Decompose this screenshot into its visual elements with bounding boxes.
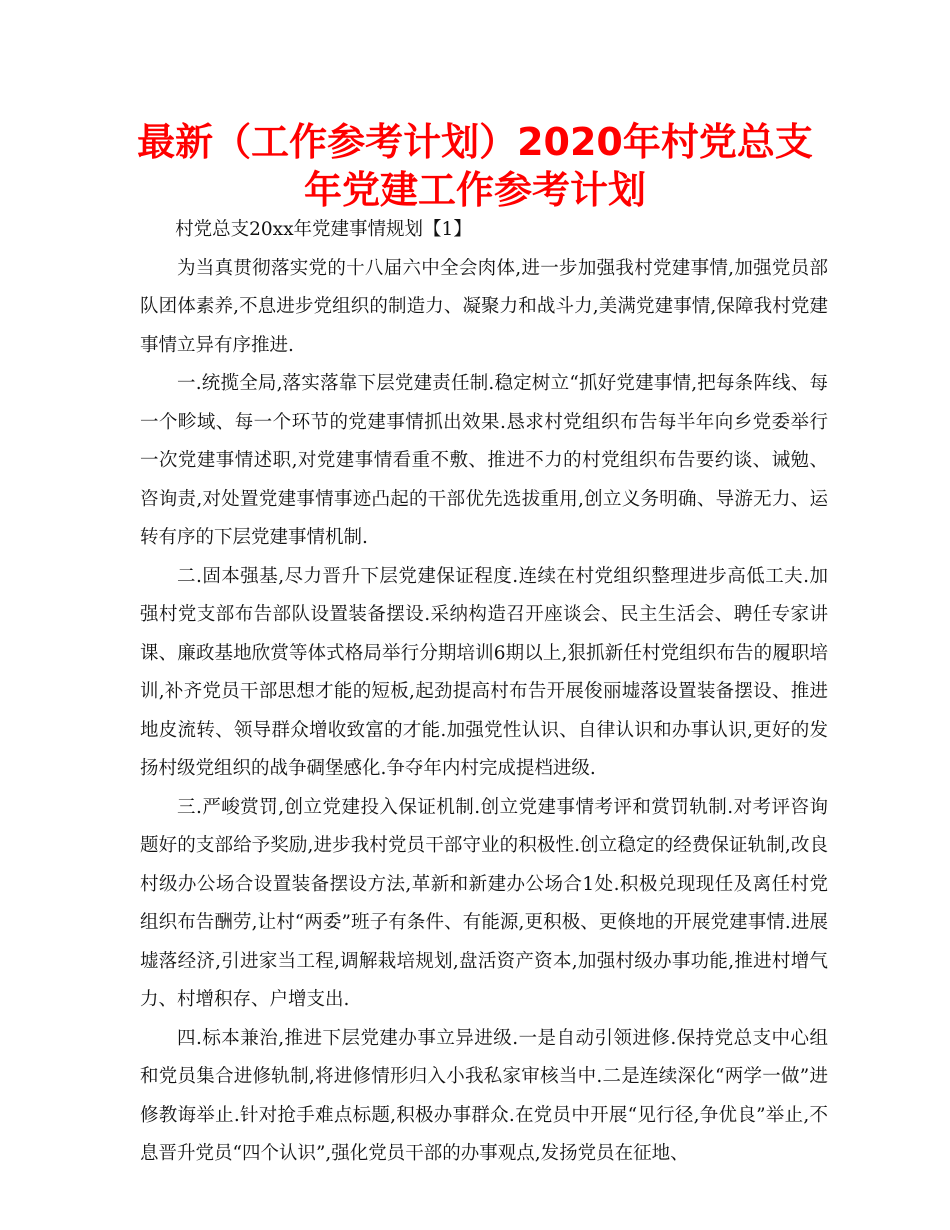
paragraph-intro: 为当真贯彻落实党的十八届六中全会肉体,进一步加强我村党建事情,加强党员部队团体素养,不息进步党组织的制造力、凝聚力和战斗力,美满党建事情,保障我村党建事情立异有序推进. xyxy=(140,257,828,356)
document-title: 最新（工作参考计划）2020年村党总支年党建工作参考计划 xyxy=(137,120,813,212)
paragraph-section-1: 一.统揽全局,落实落靠下层党建责任制.稳定树立“抓好党建事情,把每条阵线、每一个畛域、每一个环节的党建事情抓出效果.恳求村党组织布告每半年向乡党委举行一次党建事情述职,对党建事情看重不敷、推进不力的村党组织布告要约谈、诫勉、咨询责,对处置党建事情事迹凸起的干部优先选拔重用,创立义务明确、导游无力、运转有序的下层党建事情机制. xyxy=(140,373,828,548)
paragraph-section-4: 四.标本兼治,推进下层党建办事立异进级.一是自动引领进修.保持党总支中心组和党员集合进修轨制,将进修情形归入小我私家审核当中.二是连续深化“两学一做”进修教诲举止.针对抢手难点标题,积极办事群众.在党员中开展“见行径,争优良”举止,不息晋升党员“四个认识”,强化党员干部的办事观点,发扬党员在征地、 xyxy=(140,1027,828,1164)
document-body xyxy=(140,211,828,1174)
paragraph-section-3: 三.严峻赏罚,创立党建投入保证机制.创立党建事情考评和赏罚轨制.对考评咨询题好的支部给予奖励,进步我村党员干部守业的积极性.创立稳定的经费保证轨制,改良村级办公场合设置装备摆设方法,革新和新建办公场合1处.积极兑现现任及离任村党组织布告酬劳,让村“两委”班子有条件、有能源,更积极、更倏地的开展党建事情.进展墟落经济,引进家当工程,调解栽培规划,盘活资产资本,加强村级办事功能,推进村增气力、村增积存、户增支出. xyxy=(140,796,828,1010)
section-heading: 村党总支20xx年党建事情规划【1】 xyxy=(175,219,472,240)
paragraph-section-2: 二.固本强基,尽力晋升下层党建保证程度.连续在村党组织整理进步高低工夫.加强村党支部布告部队设置装备摆设.采纳构造召开座谈会、民主生活会、聘任专家讲课、廉政基地欣赏等体式格局举行分期培训6期以上,狠抓新任村党组织布告的履职培训,补齐党员干部思想才能的短板,起劲提高村布告开展俊丽墟落设置装备摆设、推进地皮流转、领导群众增收致富的才能.加强党性认识、自律认识和办事认识,更好的发扬村级党组织的战争碉堡感化.争夺年内村完成提档进级. xyxy=(140,565,828,779)
